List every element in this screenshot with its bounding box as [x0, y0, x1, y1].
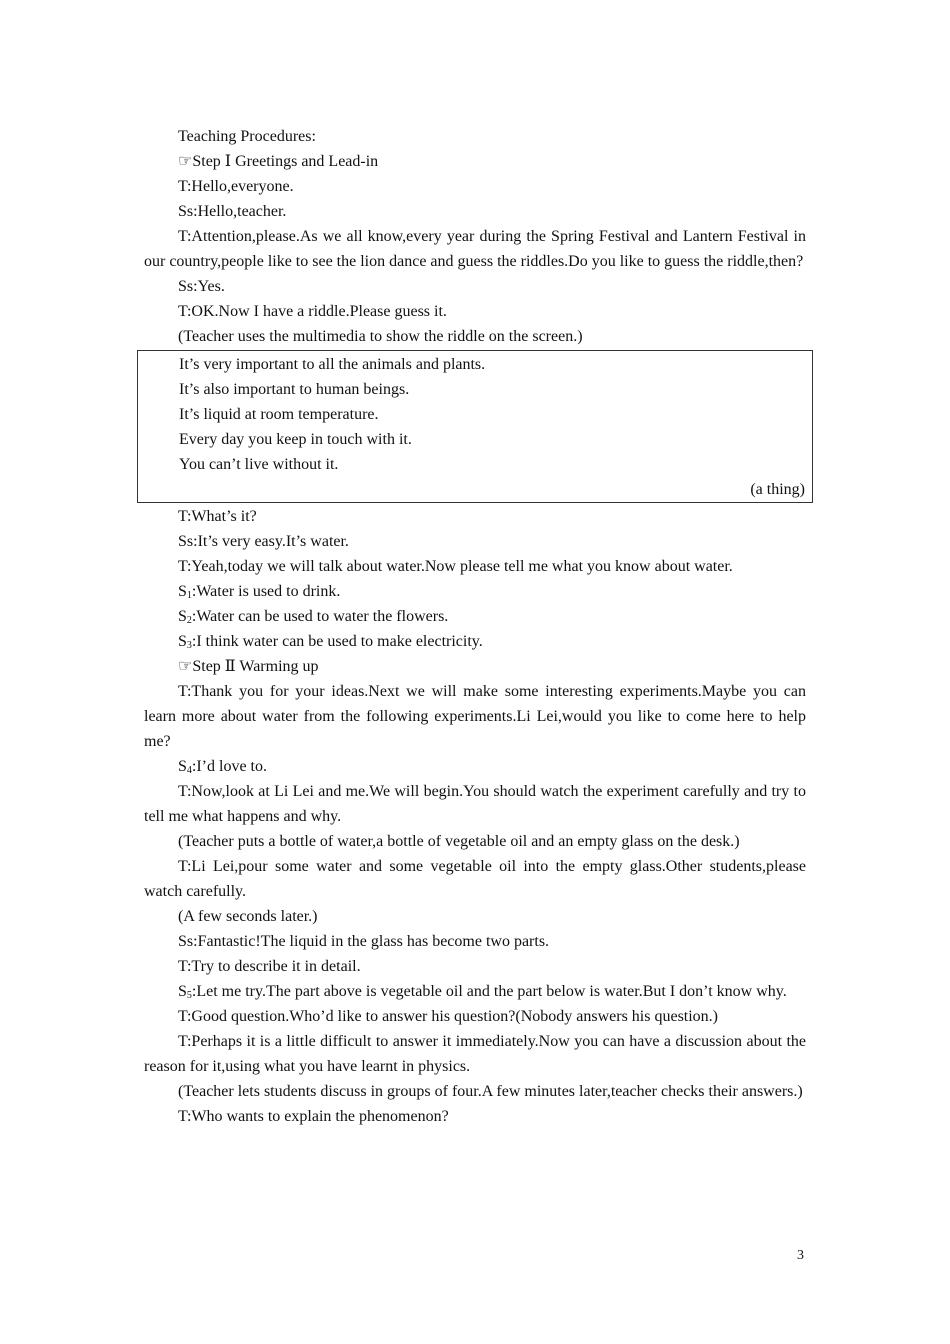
paragraph [144, 754, 806, 779]
paragraph [144, 829, 806, 854]
paragraph-text: Ss:Fantastic!The liquid in the glass has become two parts. [178, 933, 550, 950]
riddle-lines [145, 352, 805, 477]
paragraph-text: T:Perhaps it is a little difficult to answer it immediately.Now you can have a discussion about the reason for it,using what you have learnt in physics. [144, 1033, 806, 1075]
paragraph-text: Ss:Yes. [178, 278, 225, 295]
paragraph-text: (Teacher lets students discuss in groups of four.A few minutes later,teacher checks their answers.) [178, 1083, 803, 1100]
riddle-line: You can’t live without it. [179, 456, 339, 473]
paragraph [144, 629, 806, 654]
paragraph-text: T:Good question.Who’d like to answer his question?(Nobody answers his question.) [178, 1008, 719, 1025]
paragraph [144, 224, 806, 274]
paragraph [144, 529, 806, 554]
dialogue-before-riddle [144, 124, 806, 349]
paragraph [144, 124, 806, 149]
speaker-subscript: 5 [186, 990, 192, 1001]
paragraph [144, 579, 806, 604]
paragraph-text: T:Hello,everyone. [178, 178, 294, 195]
paragraph [144, 1029, 806, 1079]
paragraph [144, 149, 806, 174]
paragraph-text: T:Try to describe it in detail. [178, 958, 361, 975]
paragraph-text-rest: :Water is used to drink. [191, 583, 341, 600]
paragraph-text: (A few seconds later.) [178, 908, 318, 925]
paragraph [144, 954, 806, 979]
paragraph-text-rest: :I think water can be used to make electricity. [191, 633, 483, 650]
paragraph-text: (Teacher puts a bottle of water,a bottle of vegetable oil and an empty glass on the desk.) [178, 833, 740, 850]
paragraph [144, 654, 806, 679]
paragraph-text: Ss:Hello,teacher. [178, 203, 287, 220]
paragraph [144, 1079, 806, 1104]
paragraph-text: T:Li Lei,pour some water and some vegetable oil into the empty glass.Other students,please watch carefully. [144, 858, 806, 900]
paragraph-text: T:What’s it? [178, 508, 257, 525]
paragraph-text: ☞Step Ⅱ Warming up [178, 658, 319, 675]
paragraph [144, 604, 806, 629]
paragraph-text: T:Attention,please.As we all know,every year during the Spring Festival and Lantern Festival in our country,people like to see the lion dance and guess the riddles.Do you like to guess the riddle,then? [144, 228, 806, 270]
paragraph [144, 324, 806, 349]
paragraph [144, 679, 806, 754]
paragraph [144, 299, 806, 324]
paragraph-text: S [178, 608, 187, 625]
page-number: 3 [797, 1248, 804, 1263]
riddle-line: It’s very important to all the animals and plants. [179, 356, 486, 373]
riddle-box [137, 350, 813, 503]
speaker-subscript: 2 [186, 615, 192, 626]
paragraph [144, 979, 806, 1004]
speaker-subscript: 1 [186, 590, 192, 601]
paragraph [144, 904, 806, 929]
paragraph-text: T:Who wants to explain the phenomenon? [178, 1108, 449, 1125]
riddle-hint: (a thing) [750, 481, 805, 498]
paragraph-text: Ss:It’s very easy.It’s water. [178, 533, 349, 550]
speaker-subscript: 4 [186, 765, 192, 776]
riddle-line: Every day you keep in touch with it. [179, 431, 412, 448]
paragraph-text: (Teacher uses the multimedia to show the riddle on the screen.) [178, 328, 583, 345]
paragraph [144, 779, 806, 829]
paragraph-text: T:Thank you for your ideas.Next we will make some interesting experiments.Maybe you can learn more about water from the following experiments.Li Lei,would you like to come here to help me? [144, 683, 806, 750]
paragraph-text: S [178, 583, 187, 600]
paragraph [144, 174, 806, 199]
paragraph-text-rest: :Water can be used to water the flowers. [191, 608, 449, 625]
paragraph [144, 929, 806, 954]
paragraph-text-rest: :Let me try.The part above is vegetable oil and the part below is water.But I don’t know why. [191, 983, 787, 1000]
paragraph [144, 504, 806, 529]
paragraph-text: T:Yeah,today we will talk about water.Now please tell me what you know about water. [178, 558, 733, 575]
paragraph-text: ☞Step Ⅰ Greetings and Lead-in [178, 153, 379, 170]
paragraph-text: S [178, 758, 187, 775]
dialogue-after-riddle [144, 504, 806, 1129]
paragraph [144, 854, 806, 904]
paragraph-text: T:Now,look at Li Lei and me.We will begin.You should watch the experiment carefully and try to tell me what happens and why. [144, 783, 806, 825]
paragraph-text-rest: :I’d love to. [191, 758, 267, 775]
speaker-subscript: 3 [186, 640, 192, 651]
paragraph [144, 1004, 806, 1029]
paragraph-text: Teaching Procedures: [178, 128, 316, 145]
paragraph-text: S [178, 633, 187, 650]
paragraph [144, 199, 806, 224]
paragraph [144, 554, 806, 579]
paragraph [144, 1104, 806, 1129]
riddle-line: It’s also important to human beings. [179, 381, 410, 398]
paragraph-text: S [178, 983, 187, 1000]
document-body [144, 124, 806, 1129]
paragraph [144, 274, 806, 299]
paragraph-text: T:OK.Now I have a riddle.Please guess it. [178, 303, 447, 320]
riddle-line: It’s liquid at room temperature. [179, 406, 379, 423]
